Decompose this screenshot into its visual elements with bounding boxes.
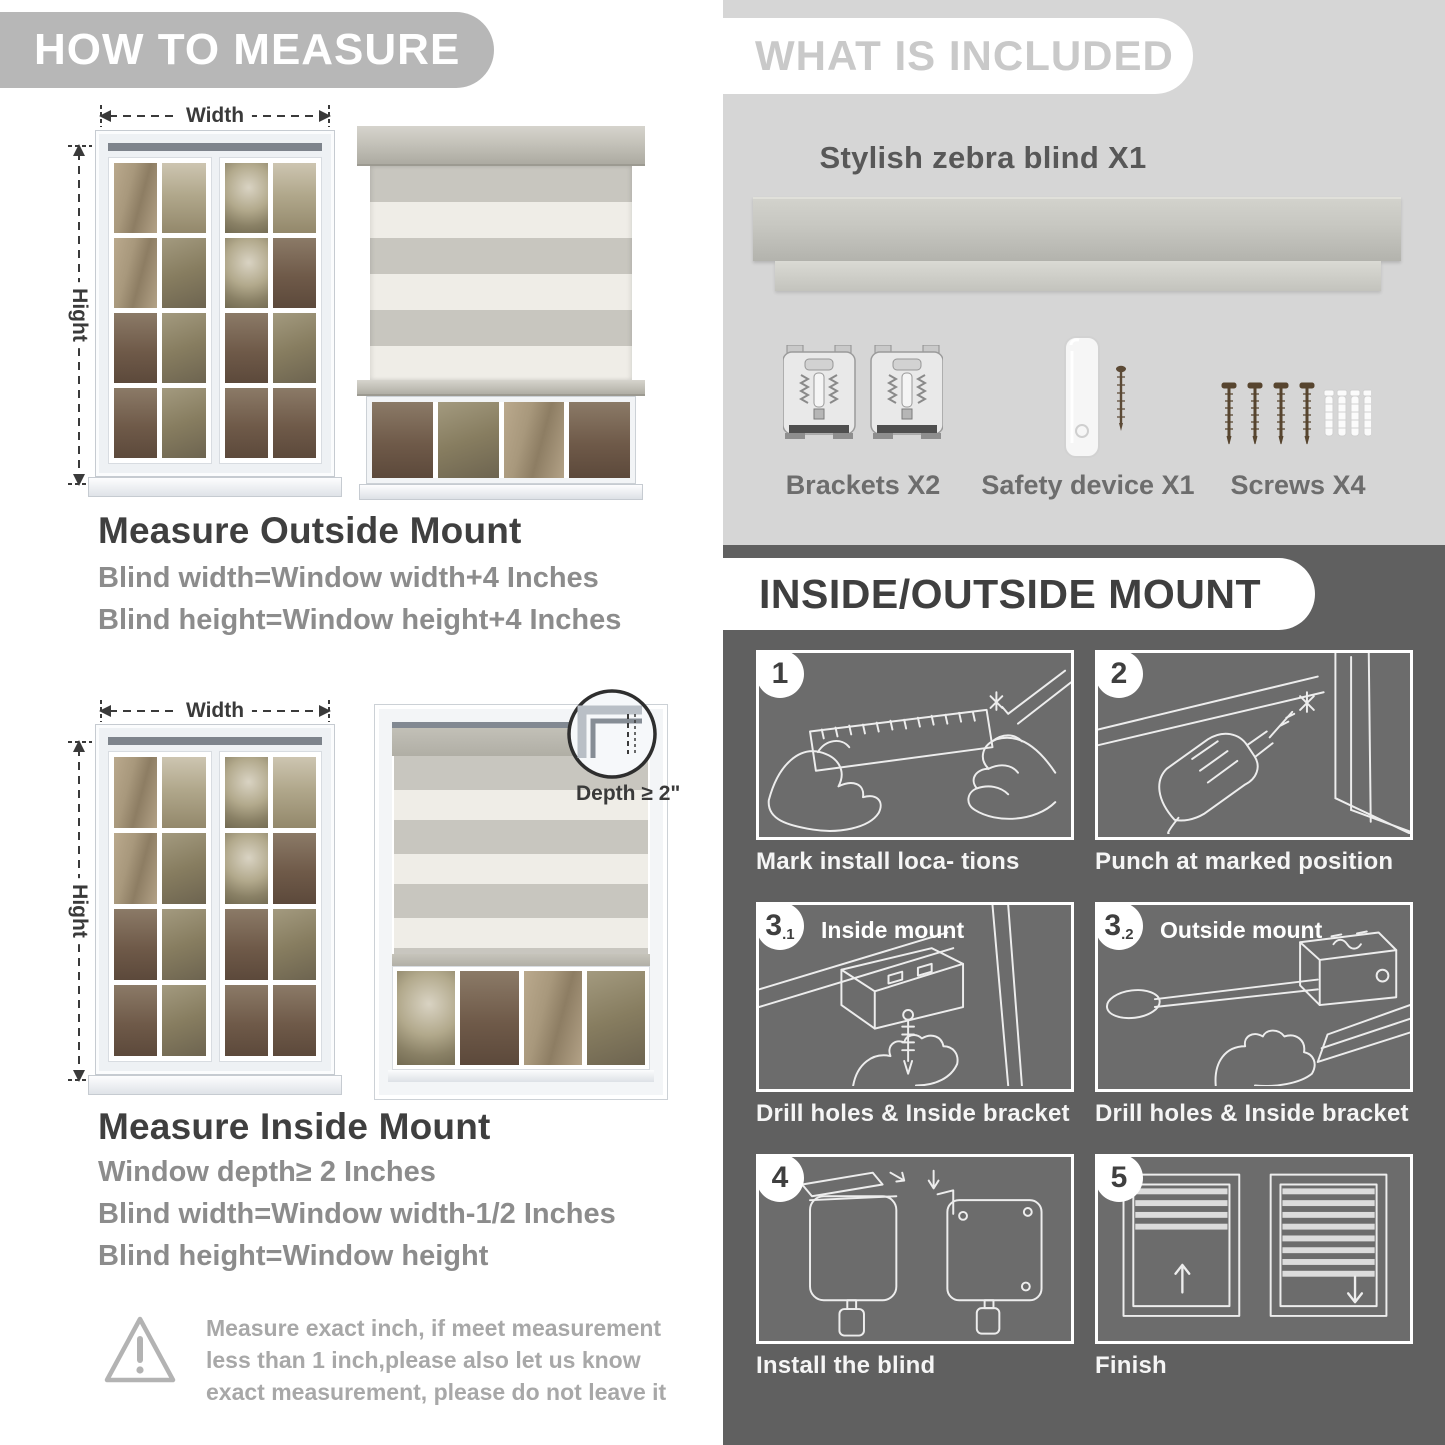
window-pane — [162, 985, 205, 1056]
step-panel-5 — [1095, 1154, 1413, 1344]
blind-cassette-product — [753, 197, 1401, 261]
window-top-reveal — [108, 143, 322, 151]
window-pane — [162, 833, 205, 904]
window-pane — [114, 163, 157, 233]
window-pane — [114, 313, 157, 383]
step-panel-2 — [1095, 650, 1413, 840]
blind-cassette — [357, 126, 645, 166]
warning-text: Measure exact inch, if meet measurement less than 1 inch,please also let us know exact measurement, please do not leave it — [206, 1315, 667, 1406]
window-pane — [397, 971, 455, 1065]
inside-rule-height: Blind height=Window height — [98, 1240, 489, 1272]
step-badge-5 — [1095, 1154, 1143, 1202]
outside-rule-width: Blind width=Window width+4 Inches — [98, 562, 599, 594]
step-4-illustration — [759, 1157, 1071, 1338]
screws-icon — [1221, 380, 1371, 448]
window-pane — [225, 985, 268, 1056]
step-panel-3-1 — [756, 902, 1074, 1092]
outside-mount-title: Measure Outside Mount — [98, 510, 522, 551]
window-pane — [225, 313, 268, 383]
window-pane — [273, 833, 316, 904]
screws-label: Screws X4 — [1230, 470, 1366, 500]
width-label: Width — [178, 104, 252, 128]
window-illustration-inside — [95, 724, 335, 1095]
window-pane — [225, 833, 268, 904]
step-number: 4 — [771, 1161, 789, 1194]
window-pane — [372, 402, 433, 478]
brackets-icon — [783, 345, 943, 463]
height-arrow-outside — [64, 140, 94, 490]
height-label: Hight — [67, 878, 91, 944]
window-top-reveal — [108, 737, 322, 745]
window-pane — [114, 833, 157, 904]
window-pane — [273, 909, 316, 980]
magnifier-graphic — [566, 688, 658, 780]
step-badge-3-2 — [1095, 902, 1143, 950]
width-arrow-outside — [95, 103, 335, 129]
warning-icon — [100, 1312, 180, 1390]
width-label: Width — [178, 699, 252, 723]
window-frame — [95, 130, 335, 477]
blind-bottom-rail — [357, 380, 645, 396]
window-pane — [114, 909, 157, 980]
step-tag-outside-mount: Outside mount — [1160, 917, 1323, 943]
brackets-label: Brackets X2 — [785, 470, 941, 500]
height-arrow-inside — [64, 736, 94, 1086]
inside-rule-width: Blind width=Window width-1/2 Inches — [98, 1198, 616, 1230]
step-tag-inside-mount: Inside mount — [821, 917, 965, 943]
step-panel-4 — [756, 1154, 1074, 1344]
step-2-illustration — [1098, 653, 1410, 834]
what-is-included-panel — [723, 0, 1445, 545]
window-sill — [88, 1075, 342, 1095]
step-subnumber: .1 — [782, 926, 795, 943]
window-pane — [273, 388, 316, 458]
height-label: Hight — [67, 282, 91, 348]
safety-device-icon — [1053, 335, 1143, 463]
window-pane — [225, 388, 268, 458]
step-caption-3-2: Drill holes & Inside bracket — [1095, 1100, 1409, 1127]
window-pane — [225, 238, 268, 308]
window-pane — [569, 402, 630, 478]
window-pane — [162, 163, 205, 233]
window-illustration-outside — [95, 130, 335, 497]
step-number: 2 — [1110, 657, 1128, 690]
window-pane — [273, 313, 316, 383]
window-pane — [114, 985, 157, 1056]
step-5-illustration — [1098, 1157, 1410, 1338]
window-sash — [219, 157, 323, 464]
window-sill — [359, 484, 643, 500]
window-pane — [114, 238, 157, 308]
step-caption-2: Punch at marked position — [1095, 848, 1394, 875]
window-pane — [524, 971, 582, 1065]
depth-magnifier — [566, 688, 658, 780]
step-subnumber: .2 — [1121, 926, 1134, 943]
step-panel-3-2 — [1095, 902, 1413, 1092]
window-sill — [388, 1070, 654, 1082]
step-number: 5 — [1110, 1161, 1128, 1194]
outside-rule-height: Blind height=Window height+4 Inches — [98, 604, 622, 636]
depth-note: Depth ≥ 2" — [576, 782, 681, 805]
window-pane — [162, 909, 205, 980]
step-caption-3-1: Drill holes & Inside bracket — [756, 1100, 1070, 1127]
step-number: 1 — [771, 657, 789, 690]
window-pane — [273, 163, 316, 233]
window-pane — [273, 985, 316, 1056]
window-pane — [162, 238, 205, 308]
window-pane — [225, 757, 268, 828]
window-pane — [162, 757, 205, 828]
step-badge-2 — [1095, 650, 1143, 698]
blind-stripes — [370, 166, 632, 380]
width-arrow-inside — [95, 698, 335, 724]
inside-outside-mount-banner: INSIDE/OUTSIDE MOUNT — [723, 558, 1315, 630]
window-pane — [225, 163, 268, 233]
window-pane — [587, 971, 645, 1065]
window-pane — [273, 757, 316, 828]
window-sash — [219, 751, 323, 1062]
inside-mount-title: Measure Inside Mount — [98, 1106, 491, 1147]
step-panel-1 — [756, 650, 1074, 840]
measure-warning — [100, 1312, 680, 1409]
zebra-blind-outside-mount — [357, 126, 645, 500]
window-pane — [114, 388, 157, 458]
step-caption-4: Install the blind — [756, 1352, 936, 1379]
window-pane — [225, 909, 268, 980]
blind-rail-product — [775, 261, 1381, 291]
step-caption-5: Finish — [1095, 1352, 1167, 1379]
safety-device-label: Safety device X1 — [981, 470, 1195, 500]
window-sill — [88, 477, 342, 497]
step-number: 3 — [1104, 909, 1122, 942]
step-badge-3-1 — [756, 902, 804, 950]
how-to-measure-banner: HOW TO MEASURE — [0, 12, 494, 88]
window-pane — [460, 971, 518, 1065]
window-pane — [162, 313, 205, 383]
inside-rule-depth: Window depth≥ 2 Inches — [98, 1156, 436, 1188]
step-number: 3 — [765, 909, 783, 942]
inside-outside-mount-panel — [723, 545, 1445, 1445]
window-pane — [273, 238, 316, 308]
step-badge-1 — [756, 650, 804, 698]
window-pane — [504, 402, 565, 478]
step-1-illustration — [759, 653, 1071, 834]
window-sash — [108, 157, 212, 464]
step-badge-4 — [756, 1154, 804, 1202]
step-caption-1: Mark install loca- tions — [756, 848, 1020, 875]
window-pane — [114, 757, 157, 828]
window-pane — [162, 388, 205, 458]
window-peek — [392, 966, 650, 1070]
window-peek — [366, 396, 636, 484]
what-is-included-banner: WHAT IS INCLUDED — [723, 18, 1193, 94]
blind-bottom-rail — [392, 954, 650, 966]
window-sash — [108, 751, 212, 1062]
window-pane — [438, 402, 499, 478]
product-label: Stylish zebra blind X1 — [819, 140, 1147, 175]
window-frame — [95, 724, 335, 1075]
